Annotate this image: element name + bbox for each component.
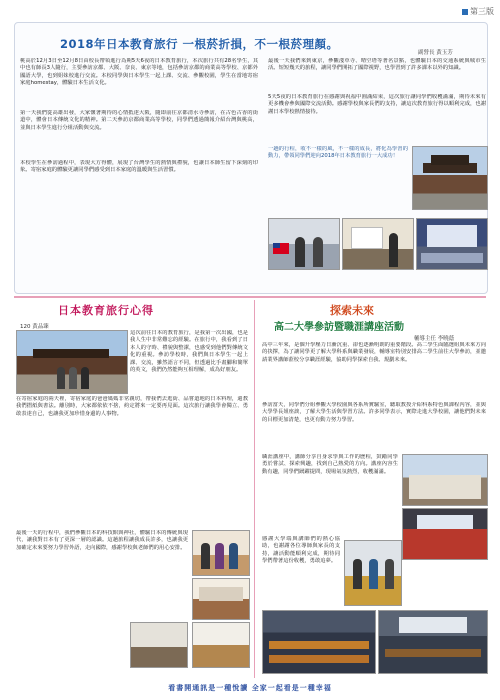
article1-body-day1: 第一天我們從高雄出發，大家懷著期待的心情抵達大阪，隨即前往京都清水寺參訪，在古色古香的街道中，體會日本傳統文化的精神。第二天參訪京都商業高等學校，同學們透過簡報介紹台灣與桃高，並與日本學生進行分組活動與交流。 xyxy=(20,110,258,131)
page-number-marker xyxy=(462,9,468,15)
article1-photo-stage xyxy=(416,218,488,270)
article1-byline: 副營長 黃玉芳 xyxy=(418,50,453,56)
footer-slogan: 看書開通訊是一種悅讀 全家一起看是一種幸福 xyxy=(168,684,332,692)
article1-body-host: 本校學生在參訪過程中，表現大方得體，展現了台灣學生的熱情與禮貌，也讓日本師生留下深刻的印象。寄宿家庭的體驗更讓同學們感受到日本家庭的溫暖與生活習慣。 xyxy=(20,160,258,174)
article1-body-closing: 一趟的行程，收不一樣的風，不一樣的成長，將化為學習的動力，帶領同學們迎向2018年日本教育旅行一大成功！ xyxy=(268,146,408,160)
article3-byline: 輔導主任 李曉蔭 xyxy=(414,336,455,342)
article3-title-sub: 高二大學參訪暨職涯講座活動 xyxy=(274,322,404,333)
article3-photo-audience xyxy=(262,610,376,674)
article3-title-main: 探索未來 xyxy=(330,304,374,317)
article1-body-intro: 桃高於12月3日至12月8日由校長帶領進行為期5天6夜的日本教育旅行，本次旅行共有28名學生，其中也有師長3人隨行，主要參訪京都、大阪、奈良、東京等地，包括參訪京都的商業高等學校、京都外國語大學，也到姐妹校進行交流。本校同學與日本學生一起上課、交流、參觀校園，學生在當地寄宿家庭homestay，體驗日本生活文化。 xyxy=(20,58,258,87)
column-divider xyxy=(254,300,255,678)
article3-photo-lecture-hall xyxy=(402,508,488,560)
article1-body-thanks: 5天5夜的日本教育旅行在感謝與祝福中圓滿結束，這次旅行讓同學們收穫滿滿，期待未來有更多機會參與國際交流活動。感謝學校與家長們的支持，讓這次教育旅行得以順利完成，也謝謝日本學校熱情接待。 xyxy=(268,94,486,115)
page-number xyxy=(462,6,494,17)
article2-photo-desk xyxy=(130,622,188,668)
article2-photo-dinner xyxy=(192,578,250,620)
article1-photo-temple xyxy=(412,146,488,210)
article2-photo-family xyxy=(192,530,250,576)
article3-photo-campus xyxy=(402,454,488,506)
article2-body-p1: 這次前往日本的教育旅行，是我第一次出國，也是我人生中非常難忘的經驗。在旅行中，我看到了日本人的守時、禮貌與整潔，也感受到他們對傳統文化的重視。參訪學校時，我們與日本學生一起上課、交流，雖然語言不同，但透過比手畫腳和簡單的英文，我們仍然能夠互相理解，成為好朋友。 xyxy=(130,330,248,374)
article2-body-p3: 最後一天的行程中，我們參觀日本的科技館與神社，體驗日本的傳統與現代，讓我對日本有了更深一層的認識。這趟旅程讓我成長許多，也讓我更加確定未來要努力學習外語，走向國際，感謝學校與老師們的用心安排。 xyxy=(16,530,188,551)
article2-byline: 120 黃品臻 xyxy=(20,324,49,330)
article1-body-tokyo: 最後一天我們來到東京，參觀淺草寺、晴空塔等著名景點，也體驗日本的交通系統與城市生活。短短幾天的旅程，讓同學們開拓了國際視野，也學習到了許多課本以外的知識。 xyxy=(268,58,486,72)
page-number-label: 第三版 xyxy=(470,7,494,16)
section-divider xyxy=(14,296,486,298)
article2-photo-temple-group xyxy=(16,330,128,394)
article3-photo-seminar xyxy=(378,610,488,674)
article2-body-p2: 在寄宿家庭的兩天裡，寄宿家庭的爸爸媽媽非常親切，帶我們去逛街、品嘗道地的日本料理，還教我們摺紙與書法。離別時，大家都依依不捨，約定將來一定要再見面。這次旅行讓我學會獨立、勇敢表達自己，也讓我更加珍惜身邊的人事物。 xyxy=(16,396,248,417)
article1-photo-ceremony xyxy=(268,218,340,270)
article3-body-p2: 參訪當天，同學們分組參觀大學校園與各系所實驗室，聽取教授介紹科系特色與課程內容，並與大學學長姐座談，了解大學生活與學習方法。許多同學表示，實際走進大學校園，讓他們對未來的目標更加清楚，也更有動力努力學習。 xyxy=(262,402,486,423)
article3-body-p3: 職涯講座中，講師分享自身求學與工作的歷程，鼓勵同學勇於嘗試、探索興趣，找到自己熱愛的方向。講座內容生動有趣，同學們踴躍提問，現場氣氛熱烈，收穫滿滿。 xyxy=(262,454,398,475)
article3-body-p4: 感謝大學端與講師們的熱心協助，也謝謝各位導師與家長的支持，讓活動能順利完成，期待同學們帶著這份收穫，勇敢追夢。 xyxy=(262,536,340,565)
article2-photo-table xyxy=(192,622,250,668)
article3-body-p1: 高中三年來，是個升學壓力日漸沉重、卻也逐漸明朗的重要階段。高二學生面臨選組與未來方向的抉擇，為了讓同學更了解大學科系與職業發展，輔導室特別安排高二學生前往大學參訪，並邀請業界講師蒞校分享職涯經驗，協助同學探索自我、規劃未來。 xyxy=(262,342,486,363)
article1-title: 2018年日本教育旅行 一根菸折損，不一根菸理顏。 xyxy=(60,37,339,51)
article3-photo-students xyxy=(344,540,402,606)
article1-photo-talk xyxy=(342,218,414,270)
article2-title: 日本教育旅行心得 xyxy=(58,304,154,317)
